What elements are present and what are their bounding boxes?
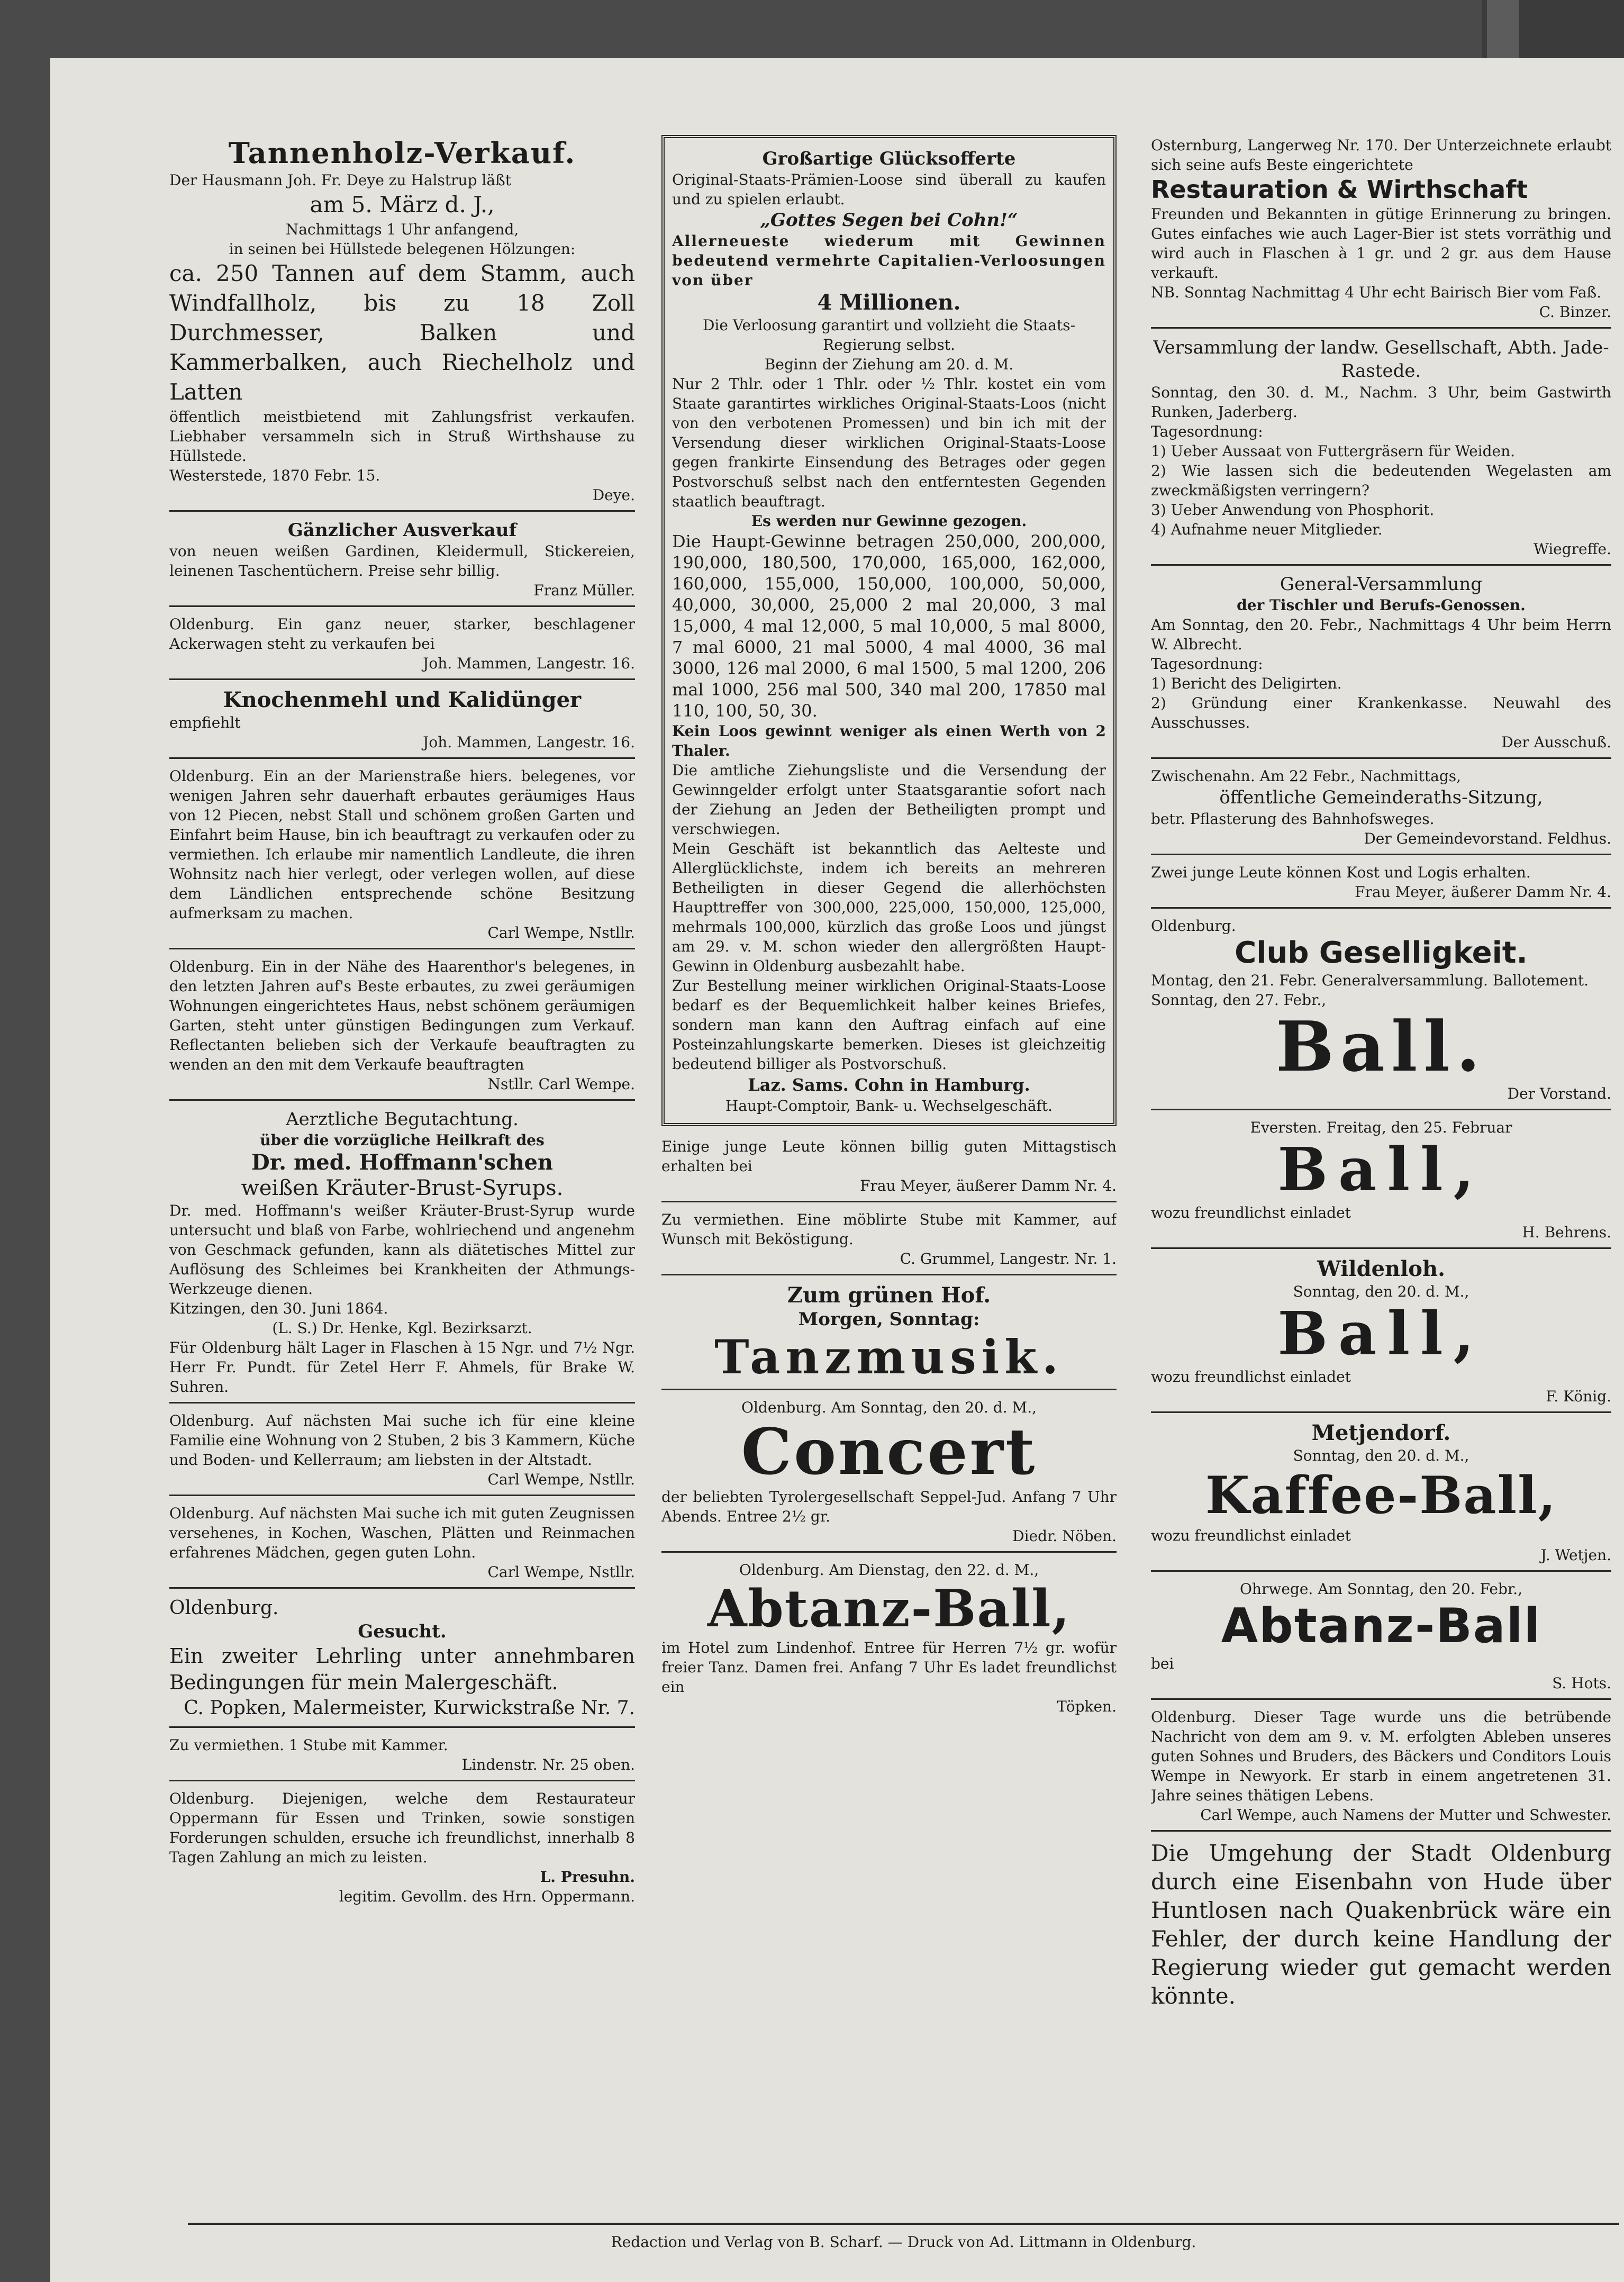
ad-text: von neuen weißen Gardinen, Kleidermull, Stickereien, leinenen Taschentüchern. Preise sehr billig. <box>169 542 635 579</box>
ad-text: Original-Staats-Prämien-Loose sind überall zu kaufen und zu spielen erlaubt. <box>672 171 1106 208</box>
ad-big-text: Ball, <box>1277 1299 1485 1369</box>
ad-text: Zu vermiethen. Eine möblirte Stube mit Kammer, auf Wunsch mit Beköstigung. <box>661 1211 1117 1248</box>
ad-signature: Franz Müller. <box>533 582 635 599</box>
bottom-rule <box>188 2223 1619 2225</box>
ad-signature: Carl Wempe, Nstllr. <box>487 1563 635 1581</box>
ad-gemeinderath <box>1151 763 1611 855</box>
ad-text: Am Sonntag, den 20. Febr., Nachmittags 4 Uhr beim Herrn W. Albrecht. <box>1151 616 1611 653</box>
ad-signature: Lindenstr. Nr. 25 oben. <box>461 1756 635 1773</box>
ad-tannenholz <box>169 132 635 512</box>
ad-agenda-label: Tagesordnung: <box>1151 423 1263 440</box>
ad-head: Ohrwege. Am Sonntag, den 20. Febr., <box>1239 1580 1522 1598</box>
ad-hoffmann-syrup <box>169 1105 635 1403</box>
ad-title: Gesucht. <box>358 1621 447 1642</box>
ad-text: Zur Bestellung meiner wirklichen Original-Staats-Loose bedarf es der Bequemlichkeit halber keines Briefes, sondern man kann den Auftrag einfach auf eine Posteinzahlungskarte bemerken. Dieses ist gleichzeitig bedeutend billiger als Postvorschuß. <box>672 977 1106 1073</box>
ad-title: Gänzlicher Ausverkauf <box>287 520 517 541</box>
ad-stockists: Für Oldenburg hält Lager in Flaschen à 15 Ngr. und 7½ Ngr. Herr Fr. Pundt. für Zetel Herr F. Ahmels, für Brake W. Suhren. <box>169 1339 635 1396</box>
ad-haus-marienstrasse <box>169 763 635 949</box>
ad-signature: C. Binzer. <box>1539 303 1611 321</box>
ad-signature: Der Vorstand. <box>1507 1085 1611 1102</box>
ad-title: Großartige Glücksofferte <box>762 148 1016 169</box>
ad-ausverkauf <box>169 516 635 607</box>
ad-dateline: Westerstede, 1870 Febr. 15. <box>169 467 380 484</box>
ad-time: Nachmittags 1 Uhr anfangend, <box>285 221 519 238</box>
ad-versammlung-landw <box>1151 333 1611 566</box>
ad-lottery-box <box>661 135 1117 1126</box>
ad-big-text: Ein zweiter Lehrling unter annehmbaren Bedingungen für mein Malergeschäft. <box>169 1644 635 1694</box>
ad-kost-logis <box>1151 859 1611 909</box>
ad-big-text: Ball, <box>1277 1135 1485 1205</box>
ad-text: wozu freundlichst einladet <box>1151 1368 1351 1386</box>
ad-millions: 4 Millionen. <box>817 290 961 315</box>
ad-signature: L. Presuhn. <box>540 1868 635 1886</box>
ad-big-text: Die Umgehung der Stadt Oldenburg durch eine Eisenbahn von Hude über Huntlosen nach Quakenbrück wäre ein Fehler, der durch keine Handlung der Regierung wieder gut gemacht werden könnte. <box>1151 1840 1611 2009</box>
ad-text: Nur 2 Thlr. oder 1 Thlr. oder ½ Thlr. kostet ein vom Staate garantirtes wirkliches Original-Staats-Loos (nicht von den verbotenen Promessen) und bin ich mit der Versendung dieser wirklichen Original-Staats-Loose gegen frankirte Einsendung des Betrages oder gegen Postvorschuß selbst nach den entferntesten Gegenden staatlich beauftragt. <box>672 375 1106 510</box>
ad-text: Dr. med. Hoffmann's weißer Kräuter-Brust-Syrup wurde untersucht und blaß von Farbe, wohlriechend und angenehm von Geschmack gefunden, kann als diätetisches Mittel zur Auflösung des Schleimes bei Krankheiten der Athmungs-Werkzeuge dienen. <box>169 1202 635 1298</box>
ad-todesanzeige <box>1151 1704 1611 1832</box>
ad-title: General-Versammlung <box>1280 574 1483 595</box>
ad-signature: Töpken. <box>1057 1698 1117 1715</box>
ad-big-text: Abtanz-Ball <box>1221 1598 1541 1654</box>
agenda-item: 4) Aufnahme neuer Mitglieder. <box>1151 521 1383 538</box>
ad-name: Dr. med. Hoffmann'schen <box>251 1150 553 1175</box>
ad-text: betr. Pflasterung des Bahnhofsweges. <box>1151 810 1435 828</box>
ad-date: am 5. März d. J., <box>310 192 495 218</box>
ad-text: öffentlich meistbietend mit Zahlungsfrist verkaufen. Liebhaber versammeln sich in Struß Wirthshause zu Hüllstede. <box>169 408 635 465</box>
imprint-footer: Redaction und Verlag von B. Scharf. — Druck von Ad. Littmann in Oldenburg. <box>611 2233 1196 2251</box>
ad-signature-note: legitim. Gevollm. des Hrn. Oppermann. <box>339 1888 635 1905</box>
ad-title: öffentliche Gemeinderaths-Sitzung, <box>1219 787 1543 808</box>
column-3 <box>1151 132 1611 2020</box>
ad-dateline: Kitzingen, den 30. Juni 1864. <box>169 1300 388 1317</box>
ad-big-text: Ball. <box>1275 1006 1487 1087</box>
ad-kaffee-ball <box>1151 1417 1611 1572</box>
ad-text: Oldenburg. Ein an der Marienstraße hiers. belegenes, vor wenigen Jahren sehr dauerhaft erbautes geräumiges Haus von 12 Piecen, nebst Stall und schönem großen Garten und Einfahrt beim Hause, bin ich beauftragt zu verkaufen oder zu vermiethen. Ich erlaube mir namentlich Landleute, die ihren Wohnsitz nach hier verlegt, oder verlegen wollen, auf diese dem Ländlichen entsprechende schöne Besitzung aufmerksam zu machen. <box>169 767 635 922</box>
ad-abtanz-ohrwege <box>1151 1576 1611 1700</box>
ad-moeblirte-stube <box>661 1207 1117 1275</box>
ad-place: Oldenburg. <box>169 1597 279 1619</box>
ad-oppermann <box>169 1786 635 1912</box>
ad-title: Aerztliche Begutachtung. <box>286 1109 519 1130</box>
ad-text: Oldenburg. Diejenigen, welche dem Restaurateur Oppermann für Essen und Trinken, sowie sonstigen Forderungen schulden, ersuche ich freundlichst, innerhalb 8 Tagen Zahlung an mich zu leisten. <box>169 1790 635 1866</box>
ad-ball-wildenloh <box>1151 1253 1611 1413</box>
ad-title: Club Geselligkeit. <box>1235 936 1528 970</box>
ad-signature: C. Grummel, Langestr. Nr. 1. <box>900 1250 1117 1267</box>
column-1 <box>169 132 635 1916</box>
ad-signature: H. Behrens. <box>1522 1224 1611 1241</box>
agenda-item: 2) Gründung einer Krankenkasse. Neuwahl des Ausschusses. <box>1151 694 1611 731</box>
agenda-item: 2) Wie lassen sich die bedeutenden Wegelasten am zweckmäßigsten verringern? <box>1151 462 1611 499</box>
ad-text: im Hotel zum Lindenhof. Entree für Herren 7½ gr. wofür freier Tanz. Damen frei. Anfang 7 Uhr Es ladet freundlichst ein <box>661 1639 1117 1696</box>
ad-mittagstisch <box>661 1134 1117 1202</box>
ad-signature-note: Haupt-Comptoir, Bank- u. Wechselgeschäft. <box>725 1097 1053 1115</box>
ad-club-geselligkeit <box>1151 913 1611 1110</box>
ad-signature: Der Gemeindevorstand. Feldhus. <box>1364 830 1611 847</box>
ad-signature: Laz. Sams. Cohn in Hamburg. <box>748 1075 1030 1095</box>
ad-lehrling-gesucht <box>169 1593 635 1728</box>
ad-signature: Nstllr. Carl Wempe. <box>487 1075 635 1093</box>
ad-title: Wildenloh. <box>1317 1256 1445 1281</box>
ad-signature: F. König. <box>1546 1388 1611 1405</box>
ad-title: Restauration & Wirthschaft <box>1151 175 1528 204</box>
ad-text: empfiehlt <box>169 714 241 731</box>
ad-product: weißen Kräuter-Brust-Syrups. <box>241 1176 564 1200</box>
ad-text: Einige junge Leute können billig guten Mittagstisch erhalten bei <box>661 1138 1117 1175</box>
ad-text: Zwischenahn. Am 22 Febr., Nachmittags, <box>1151 767 1462 785</box>
ad-signature: S. Hots. <box>1552 1674 1611 1692</box>
ad-ball-eversten <box>1151 1115 1611 1249</box>
ad-text: Der Hausmann Joh. Fr. Deye zu Halstrup läßt <box>169 171 512 189</box>
ad-abtanz-lindenhof <box>661 1557 1117 1722</box>
ad-signature: C. Popken, Malermeister, Kurwickstraße Nr. 7. <box>184 1697 635 1719</box>
ad-signature: Carl Wempe, auch Namens der Mutter und Schwester. <box>1200 1806 1611 1824</box>
ad-head: Sonntag, den 20. d. M., <box>1293 1283 1469 1300</box>
ad-prizes: Die Haupt-Gewinne betragen 250,000, 200,000, 190,000, 180,500, 170,000, 165,000, 162,000, 160,000, 155,000, 150,000, 100,000, 50,000, 40,000, 30,000, 25,000 2 mal 20,000, 3 mal 15,000, 4 mal 12,000, 5 mal 10,000, 5 mal 8000, 7 mal 6000, 21 mal 5000, 4 mal 4000, 36 mal 3000, 126 mal 2000, 6 mal 1500, 5 mal 1200, 206 mal 1000, 256 mal 500, 340 mal 200, 17850 mal 110, 100, 50, 30. <box>672 531 1106 721</box>
ad-ackerwagen <box>169 611 635 680</box>
ad-title: Metjendorf. <box>1311 1420 1451 1445</box>
ad-text: Freunden und Bekannten in gütige Erinnerung zu bringen. Gutes einfaches wie auch Lager-Bier ist stets vorräthig und wird auch in Flaschen à 1 gr. und 2 gr. aus dem Hause verkauft. <box>1151 205 1611 282</box>
ad-text: Kein Loos gewinnt weniger als einen Werth von 2 Thaler. <box>672 722 1106 759</box>
ad-text: Zwei junge Leute können Kost und Logis erhalten. <box>1151 864 1531 881</box>
ad-text: Allerneueste wiederum mit Gewinnen bedeutend vermehrte Capitalien-Verloosungen von über <box>672 232 1106 289</box>
ad-text: Oldenburg. Auf nächsten Mai suche ich mit guten Zeugnissen versehenes, in Kochen, Waschen, Plätten und Reinmachen erfahrenes Mädchen, gegen guten Lohn. <box>169 1505 635 1561</box>
ad-text: wozu freundlichst einladet <box>1151 1527 1351 1544</box>
ad-title: Versammlung der landw. Gesellschaft, Abth. Jade-Rastede. <box>1153 337 1609 382</box>
ad-big-text: ca. 250 Tannen auf dem Stamm, auch Windfallholz, bis zu 18 Zoll Durchmesser, Balken und Kammerbalken, auch Riechelholz und Latten <box>169 260 635 405</box>
ad-text: Oldenburg. Dieser Tage wurde uns die betrübende Nachricht von dem am 9. v. M. erfolgten Ableben unseres guten Sohnes und Bruders, des Bäckers und Conditors Louis Wempe in Newyork. Er starb in einem angetretenen 31. Jahre seines thätigen Lebens. <box>1151 1708 1611 1804</box>
column-2 <box>661 135 1117 1726</box>
ad-wohnung-gesucht <box>169 1408 635 1496</box>
ad-text: der beliebten Tyrolergesellschaft Seppel-Jud. Anfang 7 Uhr Abends. Entree 2½ gr. <box>661 1488 1117 1525</box>
ad-signature: (L. S.) Dr. Henke, Kgl. Bezirksarzt. <box>272 1319 532 1337</box>
ad-place: Oldenburg. <box>1151 917 1236 935</box>
ad-head: Sonntag, den 20. d. M., <box>1293 1447 1469 1464</box>
ad-text: bei <box>1151 1655 1174 1672</box>
ad-text: wozu freundlichst einladet <box>1151 1204 1351 1221</box>
ad-text: Montag, den 21. Febr. Generalversammlung. Ballotement. <box>1151 972 1589 989</box>
ad-title: Tannenholz-Verkauf. <box>228 136 576 170</box>
ad-title: Knochenmehl und Kalidünger <box>223 687 582 712</box>
ad-signature: Diedr. Nöben. <box>1012 1527 1117 1545</box>
ad-motto: „Gottes Segen bei Cohn!“ <box>760 210 1018 231</box>
ad-haus-haarenthor <box>169 954 635 1101</box>
ad-text: Oldenburg. Auf nächsten Mai suche ich für eine kleine Familie eine Wohnung von 2 Stuben, 2 bis 3 Kammern, Küche und Boden- und Kellerraum; am liebsten in der Altstadt. <box>169 1412 635 1469</box>
ad-head: Oldenburg. Am Dienstag, den 22. d. M., <box>739 1561 1039 1579</box>
ad-text: Oldenburg. Ein in der Nähe des Haarenthor's belegenes, in den letzten Jahren auf's Beste erbautes, zu zwei geräumigen Wohnungen eingerichtetes Haus, nebst schönem geräumigen Garten, steht unter günstigen Bedingungen zum Verkauf. Reflectanten belieben sich der Verkaufe beauftragten zu wenden an den mit dem Verkaufe beauftragten <box>169 958 635 1073</box>
ad-signature: Carl Wempe, Nstllr. <box>487 1471 635 1488</box>
ad-text: Die Verloosung garantirt und vollzieht die Staats-Regierung selbst. <box>702 316 1076 354</box>
ad-stube-vermiethen <box>169 1732 635 1781</box>
agenda-item: 3) Ueber Anwendung von Phosphorit. <box>1151 501 1435 519</box>
ad-signature: Joh. Mammen, Langestr. 16. <box>423 734 635 751</box>
ad-eisenbahn <box>1151 1836 1611 2016</box>
ad-general-versammlung <box>1151 570 1611 759</box>
ad-big-text: Abtanz-Ball, <box>707 1579 1070 1638</box>
ad-subtitle: Morgen, Sonntag: <box>798 1309 980 1330</box>
ad-signature: Deye. <box>592 486 635 504</box>
ad-big-text: Concert <box>741 1415 1037 1489</box>
ad-signature: Carl Wempe, Nstllr. <box>487 924 635 941</box>
ad-head: Osternburg, Langerweg Nr. 170. Der Unterzeichnete erlaubt sich seine aufs Beste eingerichtete <box>1151 137 1611 174</box>
page-tab <box>1487 0 1519 58</box>
agenda-item: 1) Ueber Aussaat von Futtergräsern für Weiden. <box>1151 442 1516 460</box>
ad-signature: Wiegreffe. <box>1533 540 1611 558</box>
ad-signature: Joh. Mammen, Langestr. 16. <box>423 655 635 672</box>
ad-when: Sonntag, den 30. d. M., Nachm. 3 Uhr, beim Gastwirth Runken, Jaderberg. <box>1151 384 1611 421</box>
ad-concert <box>661 1394 1117 1553</box>
ad-restauration <box>1151 132 1611 329</box>
ad-text: Mein Geschäft ist bekanntlich das Aelteste und Allerglücklichste, indem ich bereits an mehreren Betheiligten in dieser Gegend die allerhöchsten Haupttreffer von 300,000, 225,000, 150,000, 125,000, mehrmals 100,000, kürzlich das große Loos und jüngst am 29. v. M. schon wieder den allergrößten Haupt-Gewinn in Oldenburg ausbezahlt habe. <box>672 840 1106 975</box>
ad-agenda-label: Tagesordnung: <box>1151 655 1263 673</box>
ad-subtitle: über die vorzügliche Heilkraft des <box>260 1131 545 1149</box>
ad-text: Es werden nur Gewinne gezogen. <box>751 512 1027 530</box>
ad-text: Die amtliche Ziehungsliste und die Versendung der Gewinngelder erfolgt unter Staatsgarantie sofort nach der Ziehung an Jeden der Betheiligten prompt und verschwiegen. <box>672 762 1106 838</box>
ad-note: NB. Sonntag Nachmittag 4 Uhr echt Bairisch Bier vom Faß. <box>1151 284 1602 301</box>
ad-subtitle: der Tischler und Berufs-Genossen. <box>1237 596 1526 614</box>
ad-title: Zum grünen Hof. <box>787 1283 991 1308</box>
ad-signature: Frau Meyer, äußerer Damm Nr. 4. <box>1355 883 1611 901</box>
ad-signature: Frau Meyer, äußerer Damm Nr. 4. <box>860 1177 1117 1194</box>
ad-big-text: Tanzmusik. <box>714 1329 1064 1384</box>
ad-text: Sonntag, den 27. Febr., <box>1151 991 1327 1009</box>
agenda-item: 1) Bericht des Deligirten. <box>1151 675 1342 692</box>
ad-head: Eversten. Freitag, den 25. Februar <box>1250 1119 1512 1136</box>
ad-signature: Der Ausschuß. <box>1501 734 1611 751</box>
ad-place: in seinen bei Hüllstede belegenen Hölzungen: <box>229 240 576 258</box>
ad-knochenmehl <box>169 684 635 759</box>
ad-head: Oldenburg. Am Sonntag, den 20. d. M., <box>741 1399 1037 1416</box>
ad-signature: J. Wetjen. <box>1540 1546 1611 1564</box>
ad-gruener-hof <box>661 1280 1117 1390</box>
ad-text: Beginn der Ziehung am 20. d. M. <box>764 356 1014 373</box>
ad-text: Oldenburg. Ein ganz neuer, starker, beschlagener Ackerwagen steht zu verkaufen bei <box>169 615 635 653</box>
ad-maedchen-gesucht <box>169 1500 635 1589</box>
ad-big-text: Kaffee-Ball, <box>1205 1465 1557 1525</box>
ad-text: Zu vermiethen. 1 Stube mit Kammer. <box>169 1736 448 1754</box>
